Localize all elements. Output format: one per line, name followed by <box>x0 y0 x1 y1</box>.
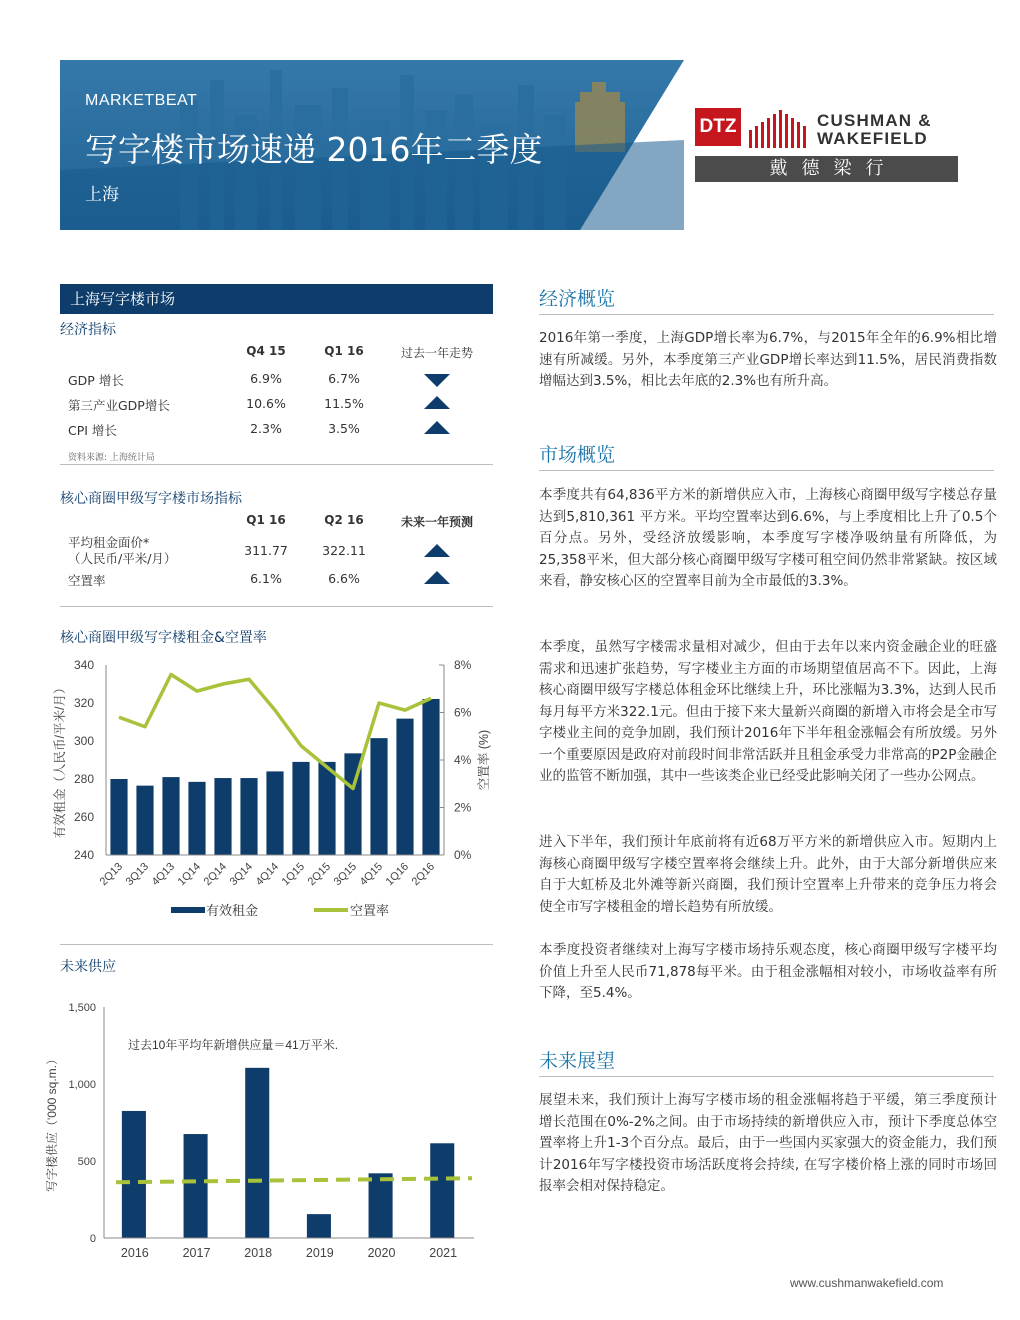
y2-tick-label: 8% <box>454 658 472 672</box>
column-header: Q1 16 <box>324 344 364 358</box>
chinese-brand-name: 戴德梁行 <box>695 156 958 182</box>
y2-tick-label: 0% <box>454 848 472 862</box>
rent-bar <box>396 719 413 855</box>
y-axis-label: 有效租金（人民币/平米/月） <box>53 681 67 839</box>
trend-up-icon <box>424 421 450 434</box>
rent-bar <box>240 778 257 855</box>
econ-overview-text: 2016年第一季度，上海GDP增长率为6.7%，与2015年全年的6.9%相比增速有所减缓。另外，本季度第三产业GDP增长率达到11.5%，居民消费指数增幅达到3.5%，相比去年底的2.3%也有所升高。 <box>539 330 997 389</box>
x-tick-label: 2017 <box>182 1246 211 1260</box>
table-row <box>60 571 493 591</box>
rent-bar <box>214 778 231 855</box>
marketbeat-kicker: MARKETBEAT <box>85 92 198 109</box>
x-tick-label: 1Q15 <box>279 860 308 889</box>
divider <box>539 314 994 315</box>
y-tick-label: 280 <box>73 772 94 786</box>
value-cell: 10.6% <box>246 396 286 411</box>
value-cell: 6.6% <box>328 571 360 586</box>
value-cell: 6.7% <box>328 371 360 386</box>
legend-vacancy-label: 空置率 <box>350 903 390 918</box>
value-cell: 6.9% <box>250 371 282 386</box>
x-tick-label: 2016 <box>120 1246 149 1260</box>
future-supply-chart <box>40 995 490 1270</box>
trend-up-icon <box>424 396 450 409</box>
row-label: GDP 增长 <box>68 373 124 388</box>
market-indicators-heading: 核心商圈甲级写字楼市场指标 <box>60 491 242 507</box>
market-section-title: 上海写字楼市场 <box>60 284 493 314</box>
trend-up-icon <box>424 544 450 557</box>
table-row <box>60 396 493 416</box>
y-tick-label: 340 <box>73 658 94 672</box>
x-tick-label: 2021 <box>429 1246 458 1260</box>
x-tick-label: 4Q14 <box>253 860 282 889</box>
value-cell: 311.77 <box>244 543 288 558</box>
x-tick-label: 3Q14 <box>227 860 256 889</box>
outlook-text: 展望未来，我们预计上海写字楼市场的租金涨幅将趋于平缓，第三季度预计增长范围在0%-2%之间。由于市场持续的新增供应入市，预计下季度总体空置率将上升1-3个百分点。最后，由于一些国内买家强大的资金能力，我们预计2016年写字楼投资市场活跃度将会持续, 在写字楼价格上涨的同时市场回报率会相对保持稳定。 <box>539 1092 997 1194</box>
x-tick-label: 4Q13 <box>149 860 178 889</box>
trend-down-icon <box>424 374 450 387</box>
y-tick-label: 0 <box>89 1233 96 1245</box>
x-tick-label: 2020 <box>367 1246 396 1260</box>
supply-bar <box>184 1134 208 1238</box>
rent-bar <box>136 786 153 855</box>
value-cell: 3.5% <box>328 421 360 436</box>
divider <box>60 464 493 465</box>
company-logo <box>695 108 960 182</box>
y2-tick-label: 4% <box>454 753 472 767</box>
x-tick-label: 1Q14 <box>175 860 204 889</box>
supply-bar <box>369 1173 393 1238</box>
table-header-row <box>60 344 493 364</box>
x-tick-label: 4Q15 <box>357 860 386 889</box>
value-cell: 2.3% <box>250 421 282 436</box>
rent-bar <box>318 762 335 855</box>
table-row <box>60 371 493 391</box>
x-tick-label: 2018 <box>244 1246 273 1260</box>
average-supply-annotation: 过去10年平均年新增供应量＝41万平米. <box>128 1038 339 1052</box>
brand-name: CUSHMAN & WAKEFIELD <box>817 111 932 148</box>
dtz-logo: DTZ <box>695 108 741 146</box>
table-header-row <box>60 513 493 533</box>
y-tick-label: 240 <box>73 848 94 862</box>
row-label: CPI 增长 <box>68 423 117 438</box>
average-supply-line <box>116 1178 472 1182</box>
y2-axis-label: 空置率 (%) <box>477 729 491 791</box>
supply-bar <box>122 1111 146 1238</box>
cushman-wakefield-building-icon <box>747 108 809 148</box>
x-tick-label: 2Q16 <box>409 860 438 889</box>
rent-bar <box>266 771 283 855</box>
rent-bar <box>162 777 179 855</box>
rent-bar <box>370 738 387 855</box>
source-note: 资料来源: 上海统计局 <box>68 453 155 463</box>
econ-indicators-heading: 经济指标 <box>60 322 116 338</box>
rent-vacancy-chart <box>46 648 496 938</box>
report-title: 写字楼市场速递 2016年二季度 <box>85 130 543 169</box>
value-cell: 6.1% <box>250 571 282 586</box>
legend-rent-label: 有效租金 <box>206 903 259 918</box>
outlook-heading: 未来展望 <box>539 1050 616 1072</box>
footer-url[interactable]: www.cushmanwakefield.com <box>790 1276 944 1290</box>
divider <box>539 470 994 471</box>
row-label: 空置率 <box>68 573 106 588</box>
divider <box>60 606 493 607</box>
rent-bar <box>110 779 127 855</box>
supply-chart-heading: 未来供应 <box>60 959 116 975</box>
header-banner <box>60 60 684 230</box>
trend-up-icon <box>424 571 450 584</box>
y-tick-label: 500 <box>77 1156 96 1168</box>
table-row <box>60 421 493 441</box>
y-axis-label: 写字楼供应（'000 sq.m.） <box>45 1053 59 1192</box>
x-tick-label: 2019 <box>305 1246 334 1260</box>
x-tick-label: 2Q13 <box>97 860 126 889</box>
divider <box>539 1076 994 1077</box>
x-tick-label: 2Q14 <box>201 860 230 889</box>
supply-bar <box>430 1143 454 1238</box>
rent-bar <box>292 762 309 855</box>
y-tick-label: 1,000 <box>68 1079 96 1091</box>
column-header: 过去一年走势 <box>400 346 473 360</box>
value-cell: 322.11 <box>322 543 366 558</box>
y-tick-label: 1,500 <box>68 1002 96 1014</box>
market-overview-paragraph: 本季度，虽然写字楼需求量相对减少，但由于去年以来内资金融企业的旺盛需求和迅速扩张趋势，写字楼业主方面的市场期望值居高不下。因此，上海核心商圈甲级写字楼总体租金环比继续上升，环比涨幅为3.3%，达到人民币每月每平方米322.1元。但由于接下来大量新兴商圈的新增入市将会是全市写字楼业主间的竞争加剧，我们预计2016年下半年租金涨幅会有所放缓。另外一个重要原因是政府对前段时间非常活跃并且租金承受力非常高的P2P金融企业的监管不断加强，其中一些该类企业已经受此影响关闭了一些办公网点。 <box>539 639 997 784</box>
supply-bar <box>245 1068 269 1238</box>
value-cell: 11.5% <box>324 396 364 411</box>
rent-bar <box>422 699 439 855</box>
x-tick-label: 3Q13 <box>123 860 152 889</box>
x-tick-label: 3Q15 <box>331 860 360 889</box>
market-overview-heading: 市场概览 <box>539 444 616 466</box>
rent-bar <box>188 782 205 855</box>
rent-chart-heading: 核心商圈甲级写字楼租金&空置率 <box>60 630 267 646</box>
y2-tick-label: 2% <box>454 800 472 815</box>
legend-rent-swatch <box>171 907 205 913</box>
econ-overview-heading: 经济概览 <box>539 288 616 310</box>
row-label: 平均租金面价* （人民币/平米/月） <box>68 535 177 566</box>
x-tick-label: 1Q16 <box>383 860 412 889</box>
supply-bar <box>307 1214 331 1238</box>
x-tick-label: 2Q15 <box>305 860 334 889</box>
y2-tick-label: 6% <box>454 705 472 720</box>
market-overview-paragraph: 本季度共有64,836平方米的新增供应入市，上海核心商圈甲级写字楼总存量达到5,810,361 平方米。平均空置率达到6.6%，与上季度相比上升了0.5个百分点。另外，受经济放缓影响，本季度写字楼净吸纳量有所降低，为25,358平米，但大部分核心商圈甲级写字楼可租空间仍然非常紧缺。按区域来看，静安核心区的空置率目前为全市最低的3.3%。 <box>539 487 997 589</box>
market-overview-paragraph: 进入下半年，我们预计年底前将有近68万平方米的新增供应入市。短期内上海核心商圈甲级写字楼空置率将会继续上升。此外，由于大部分新增供应来自于大虹桥及北外滩等新兴商圈，我们预计空置率上升带来的竞争压力将会使全市写字楼租金的增长趋势有所放缓。 <box>539 834 997 915</box>
market-overview-paragraph: 本季度投资者继续对上海写字楼市场持乐观态度，核心商圈甲级写字楼平均价值上升至人民币71,878每平米。由于租金涨幅相对较小，市场收益率有所下降，至5.4%。 <box>539 942 997 1001</box>
column-header: Q2 16 <box>324 513 364 527</box>
column-header: 未来一年预测 <box>400 515 473 529</box>
y-tick-label: 300 <box>73 734 94 748</box>
column-header: Q4 15 <box>246 344 286 358</box>
divider <box>60 944 493 945</box>
row-label: 第三产业GDP增长 <box>68 398 170 413</box>
y-tick-label: 260 <box>73 810 94 824</box>
column-header: Q1 16 <box>246 513 286 527</box>
y-tick-label: 320 <box>73 696 94 710</box>
city-label: 上海 <box>85 185 119 205</box>
table-row <box>60 535 493 569</box>
